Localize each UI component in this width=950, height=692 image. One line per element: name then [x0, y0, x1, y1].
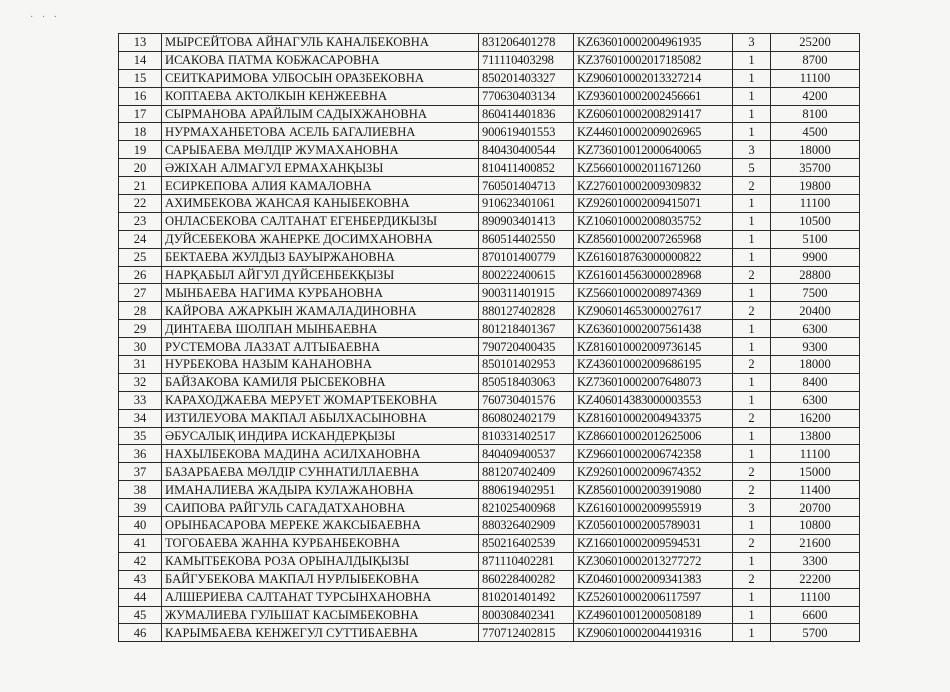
full-name-cell: БАЙЗАКОВА КАМИЛЯ РЫСБЕКОВНА — [162, 373, 479, 391]
account-number-cell: KZ926010002009415071 — [574, 195, 733, 213]
count-cell: 1 — [733, 51, 771, 69]
table-row — [119, 302, 860, 320]
full-name-cell: ОНЛАСБЕКОВА САЛТАНАТ ЕГЕНБЕРДИКЫЗЫ — [162, 212, 479, 230]
table-row — [119, 463, 860, 481]
table-row — [119, 356, 860, 374]
account-number-cell: KZ856010002007265968 — [574, 230, 733, 248]
row-number-cell: 43 — [119, 570, 162, 588]
amount-cell: 18000 — [771, 141, 860, 159]
amount-cell: 18000 — [771, 356, 860, 374]
full-name-cell: САИПОВА РАЙГУЛЬ САГАДАТХАНОВНА — [162, 499, 479, 517]
amount-cell: 6600 — [771, 606, 860, 624]
account-number-cell: KZ306010002013277272 — [574, 552, 733, 570]
iin-cell: 860228400282 — [479, 570, 574, 588]
row-number-cell: 18 — [119, 123, 162, 141]
full-name-cell: АХИМБЕКОВА ЖАНСАЯ КАНЫБЕКОВНА — [162, 195, 479, 213]
account-number-cell: KZ106010002008035752 — [574, 212, 733, 230]
count-cell: 1 — [733, 195, 771, 213]
amount-cell: 11400 — [771, 481, 860, 499]
full-name-cell: НУРМАХАНБЕТОВА АСЕЛЬ БАГАЛИЕВНА — [162, 123, 479, 141]
row-number-cell: 46 — [119, 624, 162, 642]
count-cell: 2 — [733, 534, 771, 552]
table-row — [119, 105, 860, 123]
row-number-cell: 45 — [119, 606, 162, 624]
count-cell: 1 — [733, 427, 771, 445]
count-cell: 1 — [733, 552, 771, 570]
table-row — [119, 606, 860, 624]
account-number-cell: KZ166010002009594531 — [574, 534, 733, 552]
row-number-cell: 29 — [119, 320, 162, 338]
recipient-table — [118, 33, 860, 642]
account-number-cell: KZ816010002009736145 — [574, 338, 733, 356]
count-cell: 1 — [733, 606, 771, 624]
row-number-cell: 15 — [119, 69, 162, 87]
account-number-cell: KZ906010002013327214 — [574, 69, 733, 87]
amount-cell: 8400 — [771, 373, 860, 391]
iin-cell: 850216402539 — [479, 534, 574, 552]
amount-cell: 4200 — [771, 87, 860, 105]
row-number-cell: 19 — [119, 141, 162, 159]
iin-cell: 840430400544 — [479, 141, 574, 159]
row-number-cell: 24 — [119, 230, 162, 248]
count-cell: 1 — [733, 320, 771, 338]
row-number-cell: 27 — [119, 284, 162, 302]
count-cell: 1 — [733, 517, 771, 535]
iin-cell: 711110403298 — [479, 51, 574, 69]
count-cell: 3 — [733, 34, 771, 52]
account-number-cell: KZ526010002006117597 — [574, 588, 733, 606]
table-row — [119, 123, 860, 141]
row-number-cell: 35 — [119, 427, 162, 445]
count-cell: 1 — [733, 373, 771, 391]
account-number-cell: KZ436010002009686195 — [574, 356, 733, 374]
table-row — [119, 248, 860, 266]
amount-cell: 11100 — [771, 445, 860, 463]
full-name-cell: ИСАКОВА ПАТМА КОБЖАСАРОВНА — [162, 51, 479, 69]
amount-cell: 35700 — [771, 159, 860, 177]
amount-cell: 10500 — [771, 212, 860, 230]
count-cell: 1 — [733, 87, 771, 105]
full-name-cell: НАХЫЛБЕКОВА МАДИНА АСИЛХАНОВНА — [162, 445, 479, 463]
count-cell: 1 — [733, 588, 771, 606]
recipient-table-body — [119, 34, 860, 642]
iin-cell: 790720400435 — [479, 338, 574, 356]
full-name-cell: НУРБЕКОВА НАЗЫМ КАНАНОВНА — [162, 356, 479, 374]
full-name-cell: КОПТАЕВА АКТОЛКЫН КЕНЖЕЕВНА — [162, 87, 479, 105]
count-cell: 2 — [733, 409, 771, 427]
row-number-cell: 28 — [119, 302, 162, 320]
row-number-cell: 26 — [119, 266, 162, 284]
full-name-cell: МЫРСЕЙТОВА АЙНАГУЛЬ КАНАЛБЕКОВНА — [162, 34, 479, 52]
amount-cell: 19800 — [771, 177, 860, 195]
table-row — [119, 177, 860, 195]
account-number-cell: KZ906014653000027617 — [574, 302, 733, 320]
iin-cell: 850101402953 — [479, 356, 574, 374]
table-row — [119, 338, 860, 356]
full-name-cell: ДУЙСЕБЕКОВА ЖАНЕРКЕ ДОСИМХАНОВНА — [162, 230, 479, 248]
iin-cell: 890903401413 — [479, 212, 574, 230]
row-number-cell: 39 — [119, 499, 162, 517]
amount-cell: 16200 — [771, 409, 860, 427]
table-row — [119, 159, 860, 177]
iin-cell: 900619401553 — [479, 123, 574, 141]
amount-cell: 20400 — [771, 302, 860, 320]
full-name-cell: ТОГОБАЕВА ЖАННА КУРБАНБЕКОВНА — [162, 534, 479, 552]
full-name-cell: КАЙРОВА АЖАРКЫН ЖАМАЛАДИНОВНА — [162, 302, 479, 320]
count-cell: 2 — [733, 177, 771, 195]
amount-cell: 9300 — [771, 338, 860, 356]
count-cell: 1 — [733, 212, 771, 230]
iin-cell: 850518403063 — [479, 373, 574, 391]
row-number-cell: 14 — [119, 51, 162, 69]
iin-cell: 910623401061 — [479, 195, 574, 213]
row-number-cell: 37 — [119, 463, 162, 481]
table-row — [119, 499, 860, 517]
iin-cell: 800222400615 — [479, 266, 574, 284]
account-number-cell: KZ616014563000028968 — [574, 266, 733, 284]
row-number-cell: 34 — [119, 409, 162, 427]
iin-cell: 770712402815 — [479, 624, 574, 642]
table-row — [119, 373, 860, 391]
table-row — [119, 87, 860, 105]
count-cell: 5 — [733, 159, 771, 177]
full-name-cell: ДИНТАЕВА ШОЛПАН МЫНБАЕВНА — [162, 320, 479, 338]
amount-cell: 11100 — [771, 588, 860, 606]
full-name-cell: АЛШЕРИЕВА САЛТАНАТ ТУРСЫНХАНОВНА — [162, 588, 479, 606]
count-cell: 3 — [733, 141, 771, 159]
account-number-cell: KZ936010002002456661 — [574, 87, 733, 105]
account-number-cell: KZ966010002006742358 — [574, 445, 733, 463]
full-name-cell: БАЗАРБАЕВА МӨЛДІР СУННАТИЛЛАЕВНА — [162, 463, 479, 481]
table-row — [119, 552, 860, 570]
row-number-cell: 25 — [119, 248, 162, 266]
full-name-cell: СЫРМАНОВА АРАЙЛЫМ САДЫХЖАНОВНА — [162, 105, 479, 123]
row-number-cell: 36 — [119, 445, 162, 463]
iin-cell: 810331402517 — [479, 427, 574, 445]
account-number-cell: KZ566010002008974369 — [574, 284, 733, 302]
row-number-cell: 23 — [119, 212, 162, 230]
count-cell: 1 — [733, 123, 771, 141]
amount-cell: 8100 — [771, 105, 860, 123]
account-number-cell: KZ276010002009309832 — [574, 177, 733, 195]
account-number-cell: KZ566010002011671260 — [574, 159, 733, 177]
account-number-cell: KZ736010012000640065 — [574, 141, 733, 159]
full-name-cell: НАРҚАБЫЛ АЙГУЛ ДҮЙСЕНБЕКҚЫЗЫ — [162, 266, 479, 284]
amount-cell: 5700 — [771, 624, 860, 642]
table-row — [119, 409, 860, 427]
table-row — [119, 141, 860, 159]
table-row — [119, 570, 860, 588]
table-row — [119, 427, 860, 445]
amount-cell: 21600 — [771, 534, 860, 552]
row-number-cell: 44 — [119, 588, 162, 606]
amount-cell: 7500 — [771, 284, 860, 302]
count-cell: 3 — [733, 499, 771, 517]
table-row — [119, 34, 860, 52]
account-number-cell: KZ056010002005789031 — [574, 517, 733, 535]
account-number-cell: KZ446010002009026965 — [574, 123, 733, 141]
account-number-cell: KZ606010002008291417 — [574, 105, 733, 123]
row-number-cell: 22 — [119, 195, 162, 213]
count-cell: 1 — [733, 230, 771, 248]
count-cell: 1 — [733, 284, 771, 302]
amount-cell: 11100 — [771, 69, 860, 87]
row-number-cell: 42 — [119, 552, 162, 570]
amount-cell: 10800 — [771, 517, 860, 535]
count-cell: 1 — [733, 445, 771, 463]
account-number-cell: KZ406014383000003553 — [574, 391, 733, 409]
amount-cell: 22200 — [771, 570, 860, 588]
iin-cell: 850201403327 — [479, 69, 574, 87]
row-number-cell: 38 — [119, 481, 162, 499]
account-number-cell: KZ866010002012625006 — [574, 427, 733, 445]
count-cell: 2 — [733, 463, 771, 481]
count-cell: 2 — [733, 266, 771, 284]
count-cell: 2 — [733, 356, 771, 374]
row-number-cell: 17 — [119, 105, 162, 123]
iin-cell: 800308402341 — [479, 606, 574, 624]
full-name-cell: ЕСИРКЕПОВА АЛИЯ КАМАЛОВНА — [162, 177, 479, 195]
account-number-cell: KZ636010002007561438 — [574, 320, 733, 338]
iin-cell: 860802402179 — [479, 409, 574, 427]
account-number-cell: KZ816010002004943375 — [574, 409, 733, 427]
full-name-cell: ИЗТИЛЕУОВА МАКПАЛ АБЫЛХАСЫНОВНА — [162, 409, 479, 427]
amount-cell: 11100 — [771, 195, 860, 213]
row-number-cell: 33 — [119, 391, 162, 409]
row-number-cell: 41 — [119, 534, 162, 552]
count-cell: 2 — [733, 570, 771, 588]
amount-cell: 8700 — [771, 51, 860, 69]
full-name-cell: САРЫБАЕВА МӨЛДІР ЖУМАХАНОВНА — [162, 141, 479, 159]
amount-cell: 4500 — [771, 123, 860, 141]
account-number-cell: KZ496010012000508189 — [574, 606, 733, 624]
amount-cell: 3300 — [771, 552, 860, 570]
table-row — [119, 212, 860, 230]
full-name-cell: БЕКТАЕВА ЖУЛДЫЗ БАУЫРЖАНОВНА — [162, 248, 479, 266]
full-name-cell: ЖУМАЛИЕВА ГУЛЬШАТ КАСЫМБЕКОВНА — [162, 606, 479, 624]
account-number-cell: KZ926010002009674352 — [574, 463, 733, 481]
row-number-cell: 31 — [119, 356, 162, 374]
table-row — [119, 284, 860, 302]
account-number-cell: KZ906010002004419316 — [574, 624, 733, 642]
row-number-cell: 30 — [119, 338, 162, 356]
full-name-cell: СЕИТКАРИМОВА УЛБОСЫН ОРАЗБЕКОВНА — [162, 69, 479, 87]
count-cell: 2 — [733, 481, 771, 499]
table-row — [119, 195, 860, 213]
table-row — [119, 391, 860, 409]
iin-cell: 810201401492 — [479, 588, 574, 606]
account-number-cell: KZ376010002017185082 — [574, 51, 733, 69]
row-number-cell: 21 — [119, 177, 162, 195]
account-number-cell: KZ616010002009955919 — [574, 499, 733, 517]
table-row — [119, 588, 860, 606]
iin-cell: 880619402951 — [479, 481, 574, 499]
count-cell: 1 — [733, 248, 771, 266]
full-name-cell: ИМАНАЛИЕВА ЖАДЫРА КУЛАЖАНОВНА — [162, 481, 479, 499]
iin-cell: 881207402409 — [479, 463, 574, 481]
full-name-cell: КАРЫМБАЕВА КЕНЖЕГУЛ СУТТИБАЕВНА — [162, 624, 479, 642]
count-cell: 1 — [733, 624, 771, 642]
full-name-cell: МЫНБАЕВА НАГИМА КУРБАНОВНА — [162, 284, 479, 302]
account-number-cell: KZ856010002003919080 — [574, 481, 733, 499]
full-name-cell: ОРЫНБАСАРОВА МЕРЕКЕ ЖАКСЫБАЕВНА — [162, 517, 479, 535]
amount-cell: 9900 — [771, 248, 860, 266]
iin-cell: 870101400779 — [479, 248, 574, 266]
amount-cell: 6300 — [771, 391, 860, 409]
iin-cell: 871110402281 — [479, 552, 574, 570]
row-number-cell: 20 — [119, 159, 162, 177]
iin-cell: 760501404713 — [479, 177, 574, 195]
iin-cell: 880326402909 — [479, 517, 574, 535]
count-cell: 1 — [733, 69, 771, 87]
amount-cell: 15000 — [771, 463, 860, 481]
full-name-cell: РУСТЕМОВА ЛАЗЗАТ АЛТЫБАЕВНА — [162, 338, 479, 356]
count-cell: 1 — [733, 105, 771, 123]
count-cell: 1 — [733, 338, 771, 356]
full-name-cell: ӘЖІХАН АЛМАГУЛ ЕРМАХАНҚЫЗЫ — [162, 159, 479, 177]
amount-cell: 5100 — [771, 230, 860, 248]
iin-cell: 810411400852 — [479, 159, 574, 177]
iin-cell: 770630403134 — [479, 87, 574, 105]
iin-cell: 821025400968 — [479, 499, 574, 517]
table-row — [119, 517, 860, 535]
account-number-cell: KZ616018763000000822 — [574, 248, 733, 266]
count-cell: 2 — [733, 302, 771, 320]
full-name-cell: БАЙГУБЕКОВА МАКПАЛ НУРЛЫБЕКОВНА — [162, 570, 479, 588]
iin-cell: 860514402550 — [479, 230, 574, 248]
amount-cell: 20700 — [771, 499, 860, 517]
full-name-cell: КАМЫТБЕКОВА РОЗА ОРЫНАЛДЫҚЫЗЫ — [162, 552, 479, 570]
scan-specks: · · · — [30, 12, 60, 23]
table-row — [119, 481, 860, 499]
row-number-cell: 16 — [119, 87, 162, 105]
iin-cell: 801218401367 — [479, 320, 574, 338]
table-row — [119, 445, 860, 463]
count-cell: 1 — [733, 391, 771, 409]
iin-cell: 831206401278 — [479, 34, 574, 52]
account-number-cell: KZ636010002004961935 — [574, 34, 733, 52]
iin-cell: 840409400537 — [479, 445, 574, 463]
table-row — [119, 624, 860, 642]
full-name-cell: ӘБУСАЛЫҚ ИНДИРА ИСКАНДЕРҚЫЗЫ — [162, 427, 479, 445]
amount-cell: 6300 — [771, 320, 860, 338]
amount-cell: 25200 — [771, 34, 860, 52]
account-number-cell: KZ736010002007648073 — [574, 373, 733, 391]
amount-cell: 28800 — [771, 266, 860, 284]
iin-cell: 860414401836 — [479, 105, 574, 123]
table-row — [119, 534, 860, 552]
full-name-cell: КАРАХОДЖАЕВА МЕРУЕТ ЖОМАРТБЕКОВНА — [162, 391, 479, 409]
table-row — [119, 320, 860, 338]
table-row — [119, 266, 860, 284]
table-row — [119, 230, 860, 248]
iin-cell: 760730401576 — [479, 391, 574, 409]
iin-cell: 900311401915 — [479, 284, 574, 302]
account-number-cell: KZ046010002009341383 — [574, 570, 733, 588]
table-row — [119, 69, 860, 87]
row-number-cell: 13 — [119, 34, 162, 52]
amount-cell: 13800 — [771, 427, 860, 445]
table-row — [119, 51, 860, 69]
row-number-cell: 32 — [119, 373, 162, 391]
iin-cell: 880127402828 — [479, 302, 574, 320]
row-number-cell: 40 — [119, 517, 162, 535]
